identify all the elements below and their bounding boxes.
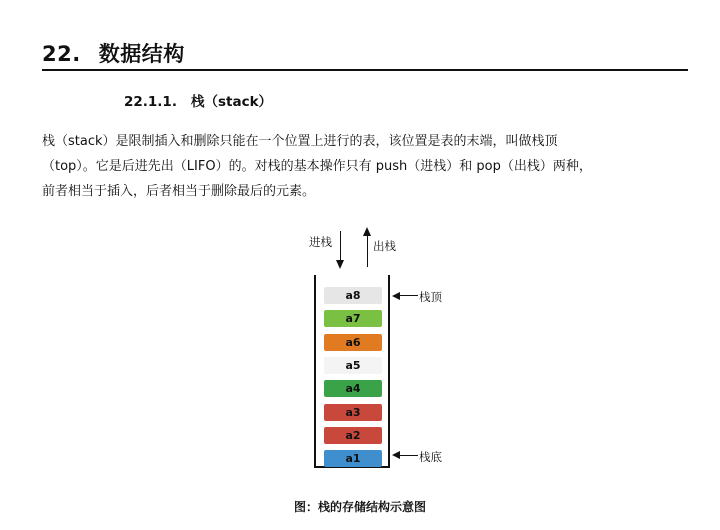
bottom-pointer-head xyxy=(392,451,400,459)
stack-container xyxy=(314,275,390,468)
stack-element-a4: a4 xyxy=(324,380,382,397)
push-arrow-head xyxy=(336,260,344,269)
push-label: 进栈 xyxy=(309,235,332,249)
section-title: 数据结构 xyxy=(98,42,185,66)
top-pointer-line xyxy=(398,295,418,296)
stack-element-a8: a8 xyxy=(324,287,382,304)
stack-element-a2: a2 xyxy=(324,427,382,444)
paragraph-line-1: 栈（stack）是限制插入和删除只能在一个位置上进行的表，该位置是表的末端，叫做栈顶 xyxy=(42,134,558,149)
stack-element-a5: a5 xyxy=(324,357,382,374)
section-heading xyxy=(42,38,688,68)
heading-rule xyxy=(42,69,688,71)
section-number: 22. xyxy=(42,42,81,66)
bottom-pointer-line xyxy=(398,455,418,456)
stack-element-a1: a1 xyxy=(324,450,382,467)
pop-arrow-head xyxy=(363,227,371,236)
stack-element-a3: a3 xyxy=(324,404,382,421)
paragraph-line-3: 前者相当于插入，后者相当于删除最后的元素。 xyxy=(42,184,316,199)
top-label: 栈顶 xyxy=(419,290,442,304)
pop-arrow xyxy=(367,235,368,267)
top-pointer-head xyxy=(392,292,400,300)
paragraph-line-2: （top）。它是后进先出（LIFO）的。对栈的基本操作只有 push（进栈）和 pop（出栈）两种， xyxy=(42,159,592,174)
subsection-title: 栈（stack） xyxy=(190,94,273,110)
stack-element-a7: a7 xyxy=(324,310,382,327)
subsection-number: 22.1.1. xyxy=(124,94,177,110)
pop-label: 出栈 xyxy=(373,239,396,253)
push-arrow xyxy=(340,231,341,261)
bottom-label: 栈底 xyxy=(419,450,442,464)
subsection-heading xyxy=(124,90,272,110)
stack-element-a6: a6 xyxy=(324,334,382,351)
body-paragraph xyxy=(42,129,692,204)
figure-caption: 图：栈的存储结构示意图 xyxy=(293,500,426,514)
